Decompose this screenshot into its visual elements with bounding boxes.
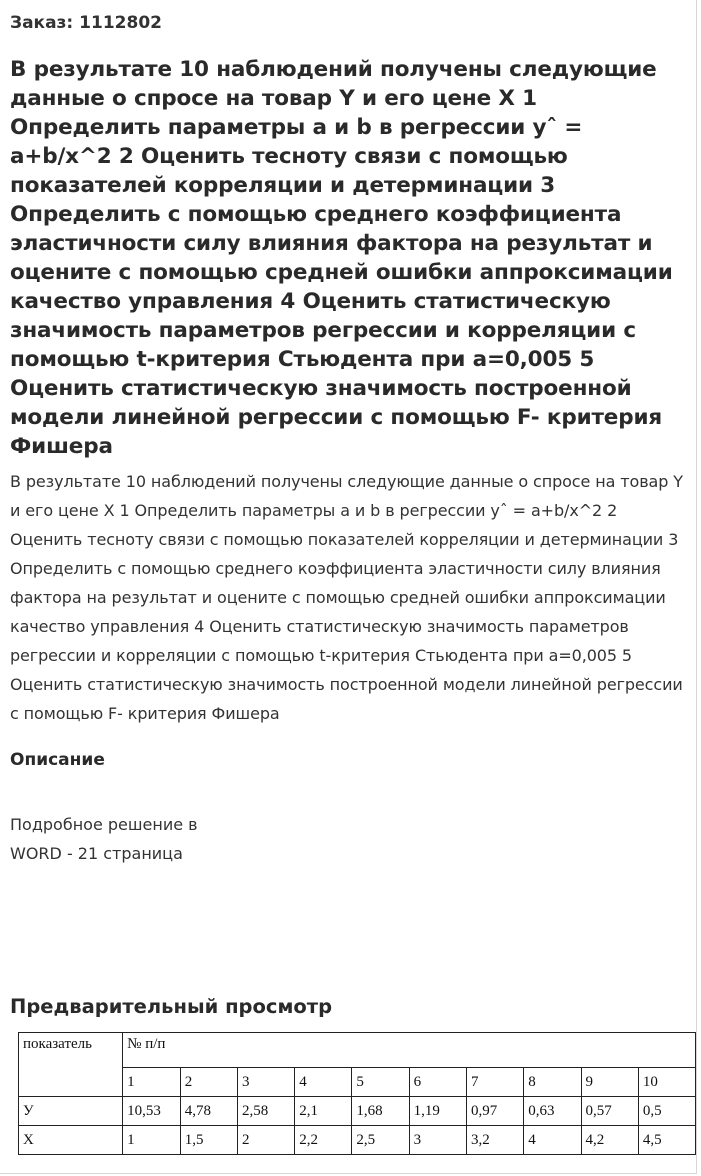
table-cell: 10,53 [123, 1097, 181, 1126]
table-column-number: 10 [638, 1068, 695, 1097]
order-number: 1112802 [79, 13, 162, 33]
table-column-number: 7 [466, 1068, 523, 1097]
table-row-y [19, 1097, 696, 1126]
table-cell: 2,1 [295, 1097, 352, 1126]
table-column-number: 9 [581, 1068, 638, 1097]
table-column-number: 4 [295, 1068, 352, 1097]
table-column-number: 2 [180, 1068, 237, 1097]
table-column-number: 8 [524, 1068, 581, 1097]
description-line-1: Подробное решение в [10, 815, 198, 834]
preview-data-table [18, 1032, 696, 1155]
table-column-number: 6 [409, 1068, 466, 1097]
table-cell: 1 [123, 1126, 181, 1155]
table-cell: 2 [238, 1126, 295, 1155]
table-row-x [19, 1126, 696, 1155]
table-cell: 2,58 [238, 1097, 295, 1126]
table-column-number: 1 [123, 1068, 181, 1097]
table-header-label: показатель [19, 1033, 123, 1097]
table-cell: 3 [409, 1126, 466, 1155]
table-cell: 3,2 [466, 1126, 523, 1155]
table-cell: 1,68 [352, 1097, 409, 1126]
table-cell: 0,57 [581, 1097, 638, 1126]
table-header-row [19, 1033, 696, 1068]
task-description-text: В результате 10 наблюдений получены следующие данные о спросе на товар Y и его цене X 1 Определить параметры a и b в регрессии yˆ = a+b/x^2 2 Оценить тесноту связи с помощью показателей корреляции и детерминации 3 Определить с помощью среднего коэффициента эластичности силу влияния фактора на результат и оцените с помощью средней ошибки аппроксимации качество управления 4 Оценить статистическую значимость параметров регрессии и корреляции с помощью t-критерия Стьюдента при a=0,005 5 Оценить статистическую значимость построенной модели линейной регрессии с помощью F- критерия Фишера [10, 472, 683, 723]
table-column-number: 5 [352, 1068, 409, 1097]
table-cell: 1,5 [180, 1126, 237, 1155]
description-line-2: WORD - 21 страница [10, 844, 183, 863]
description-heading: Описание [10, 750, 105, 770]
table-cell: 4,78 [180, 1097, 237, 1126]
table-cell: 4,2 [581, 1126, 638, 1155]
table-cell: 0,97 [466, 1097, 523, 1126]
order-number-line [10, 0, 686, 35]
table-header-group: № п/п [123, 1033, 696, 1068]
table-column-number: 3 [238, 1068, 295, 1097]
table-row-label: У [19, 1097, 123, 1126]
preview-heading: Предварительный просмотр [10, 995, 333, 1018]
table-cell: 1,19 [409, 1097, 466, 1126]
task-title: В результате 10 наблюдений получены следующие данные о спросе на товар Y и его цене X 1 Определить параметры a и b в регрессии yˆ = a+b/x^2 2 Оценить тесноту связи с помощью показателей корреляции и детерминации 3 Определить с помощью среднего коэффициента эластичности силу влияния фактора на результат и оцените с помощью средней ошибки аппроксимации качество управления 4 Оценить статистическую значимость параметров регрессии и корреляции с помощью t-критерия Стьюдента при a=0,005 5 Оценить статистическую значимость построенной модели линейной регрессии с помощью F- критерия Фишера [10, 57, 673, 459]
table-cell: 0,63 [524, 1097, 581, 1126]
order-label: Заказ: [10, 13, 74, 33]
table-cell: 0,5 [638, 1097, 695, 1126]
table-cell: 2,2 [295, 1126, 352, 1155]
table-cell: 2,5 [352, 1126, 409, 1155]
table-row-label: Х [19, 1126, 123, 1155]
description-text [10, 810, 686, 868]
table-cell: 4,5 [638, 1126, 695, 1155]
table-cell: 4 [524, 1126, 581, 1155]
